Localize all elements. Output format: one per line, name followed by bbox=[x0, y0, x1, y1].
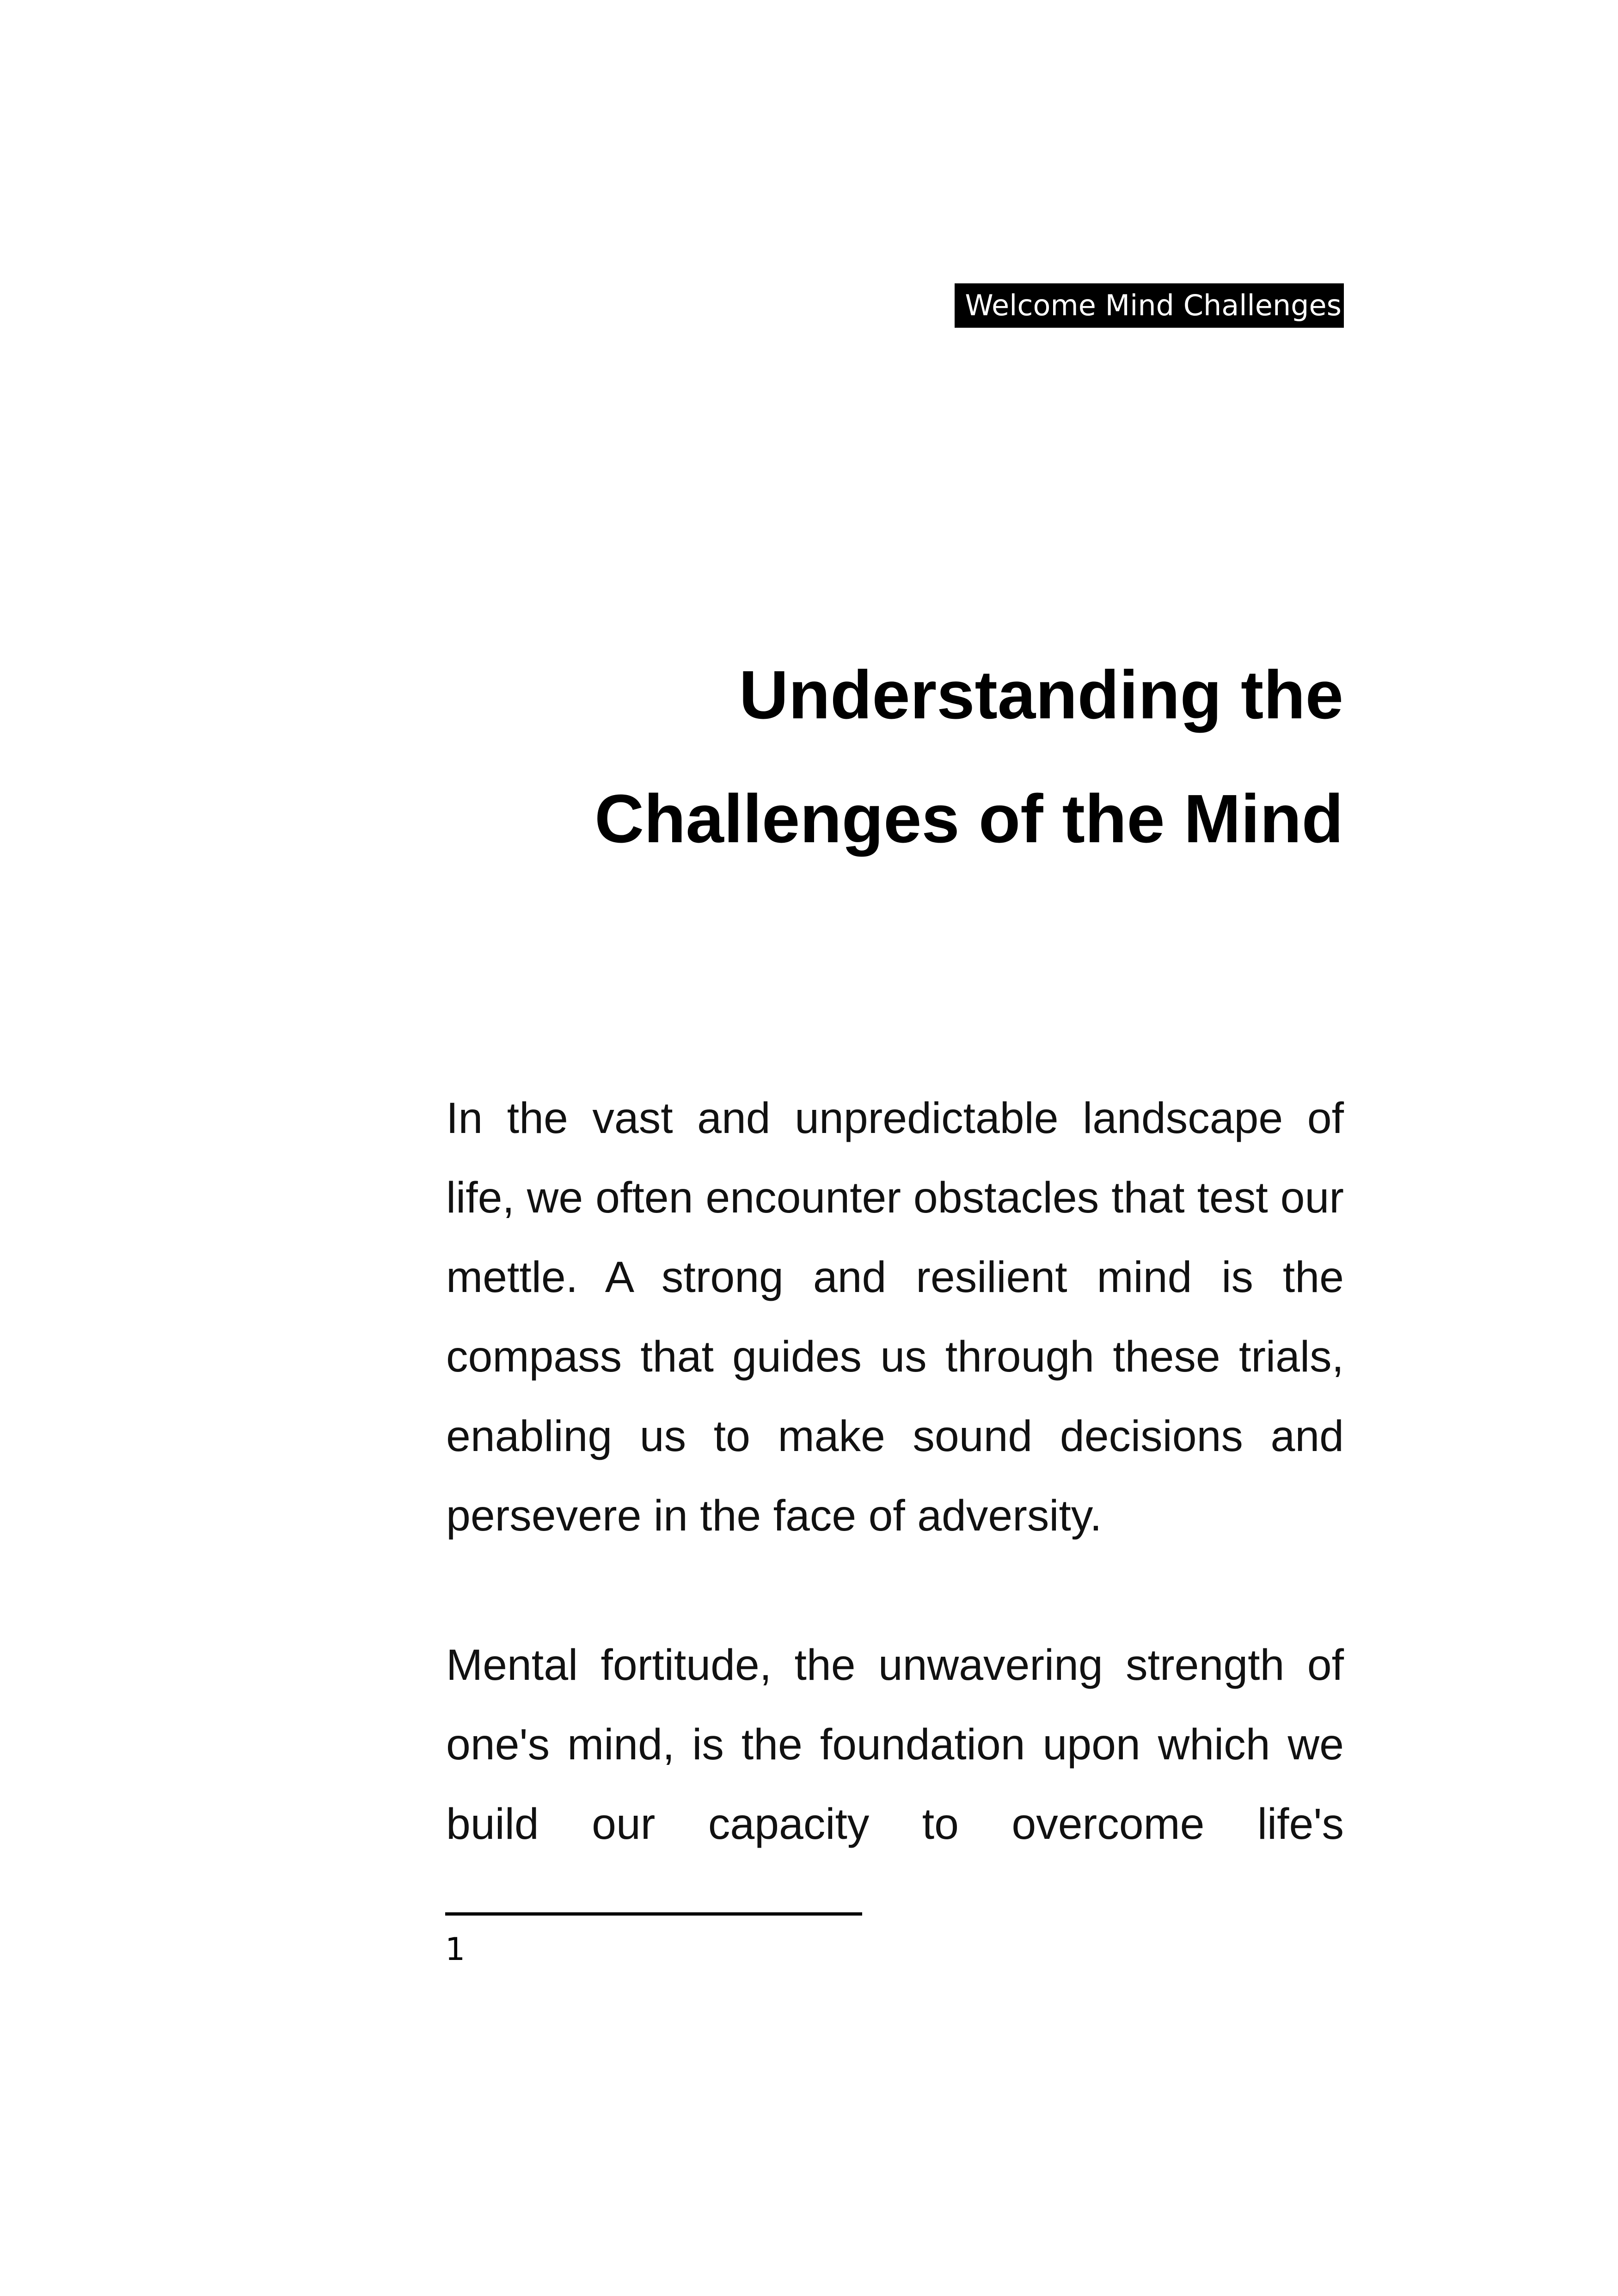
body-paragraph-2: Mental fortitude, the unwavering strength of one's mind, is the foundation upon which we build our capacity to overcome life's bbox=[446, 1641, 1344, 1849]
footnote-separator bbox=[445, 1912, 862, 1916]
chapter-title-line-2: Challenges of the Mind bbox=[594, 781, 1343, 857]
body-paragraph-1: In the vast and unpredictable landscape of life, we often encounter obstacles that test our mettle. A strong and resilient mind is the compass that guides us through these trials, enabling us to make sound decisions and persevere in the face of adversity. bbox=[446, 1094, 1344, 1540]
page-number: 1 bbox=[445, 1931, 466, 1968]
running-header: Welcome Mind Challenges bbox=[955, 283, 1344, 328]
chapter-title bbox=[373, 633, 1343, 881]
chapter-title-line-1: Understanding the bbox=[739, 657, 1343, 733]
